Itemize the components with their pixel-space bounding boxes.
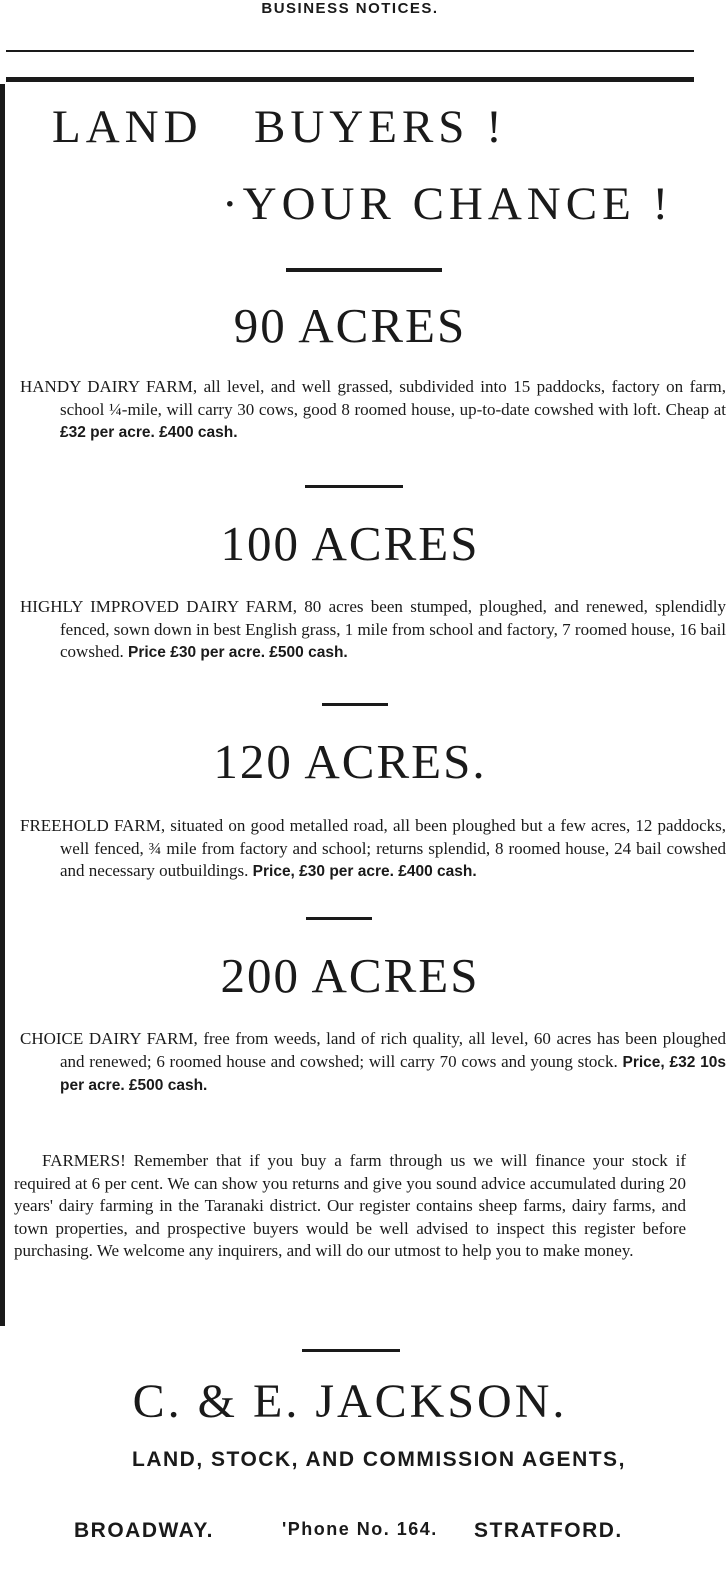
listing-acres-heading: 90 ACRES [233,298,467,353]
section-divider [322,703,388,706]
firm-town: STRATFORD. [474,1519,623,1542]
listing-description [20,1028,726,1098]
headline-your-chance: ·YOUR CHANCE ! [222,178,674,230]
listing-price: Price £30 per acre. £500 cash. [127,644,348,661]
listing-text: 80 acres been stumped, ploughed, and renewed, splendidly fenced, sown down in best English grass, 1 mile from school and factory, 7 roomed house, 16 bail cowshed. [60,597,726,661]
listing-description [20,815,726,884]
listing-lead: FREEHOLD FARM, [20,816,166,835]
masthead: BUSINESS NOTICES. [261,0,439,17]
firm-street: BROADWAY. [74,1519,214,1542]
top-border-rule [6,77,694,82]
listing-lead: CHOICE DAIRY FARM, [20,1029,198,1048]
listing-text: all level, and well grassed, subdivided into 15 paddocks, factory on farm, school ¼-mile, will carry 30 cows, good 8 roomed house, up-to-date cowshed with loft. Cheap at [60,377,726,419]
listing-description [20,596,726,665]
section-divider [306,917,372,920]
listing-text: free from weeds, land of rich quality, all level, 60 acres has been ploughed and renewed; 6 roomed house and cowshed; will carry 70 cows and young stock. [60,1029,726,1071]
section-divider [302,1349,400,1352]
listing-lead: HANDY DAIRY FARM, [20,377,198,396]
masthead-rule [6,50,694,52]
listing-acres-heading: 100 ACRES [220,516,480,571]
section-divider [305,485,403,488]
section-divider [286,268,442,272]
farmers-note: FARMERS! Remember that if you buy a farm through us we will finance your stock if required at 6 per cent. We can show you returns and give you sound advice accumulated during 20 years' dairy farming in the Taranaki district. Our register contains sheep farms, dairy farms, and town properties, and prospective buyers would be well advised to inspect this register before purchasing. We welcome any inquirers, and will do our utmost to help you to make money. [14,1151,686,1260]
headline-land: LAND [52,101,203,153]
left-border-rule [0,84,5,1326]
listing-price: Price, £30 per acre. £400 cash. [252,863,477,880]
listing-acres-heading: 120 ACRES. [213,734,487,789]
firm-name: C. & E. JACKSON. [132,1375,568,1428]
listing-price: Price, £32 10s per acre. £500 cash. [60,1053,726,1094]
headline-buyers: BUYERS ! [254,101,507,153]
listing-text: situated on good metalled road, all been ploughed but a few acres, 12 paddocks, well fenced, ¾ mile from factory and school; returns splendid, 8 roomed house, 24 bail cowshed and necessary outbuildings. [60,816,726,880]
listing-price: £32 per acre. £400 cash. [60,424,238,441]
listing-description [20,376,726,445]
firm-phone: 'Phone No. 164. [282,1519,438,1539]
listing-lead: HIGHLY IMPROVED DAIRY FARM, [20,597,297,616]
firm-business: LAND, STOCK, AND COMMISSION AGENTS, [132,1448,626,1471]
listing-acres-heading: 200 ACRES [220,948,480,1003]
